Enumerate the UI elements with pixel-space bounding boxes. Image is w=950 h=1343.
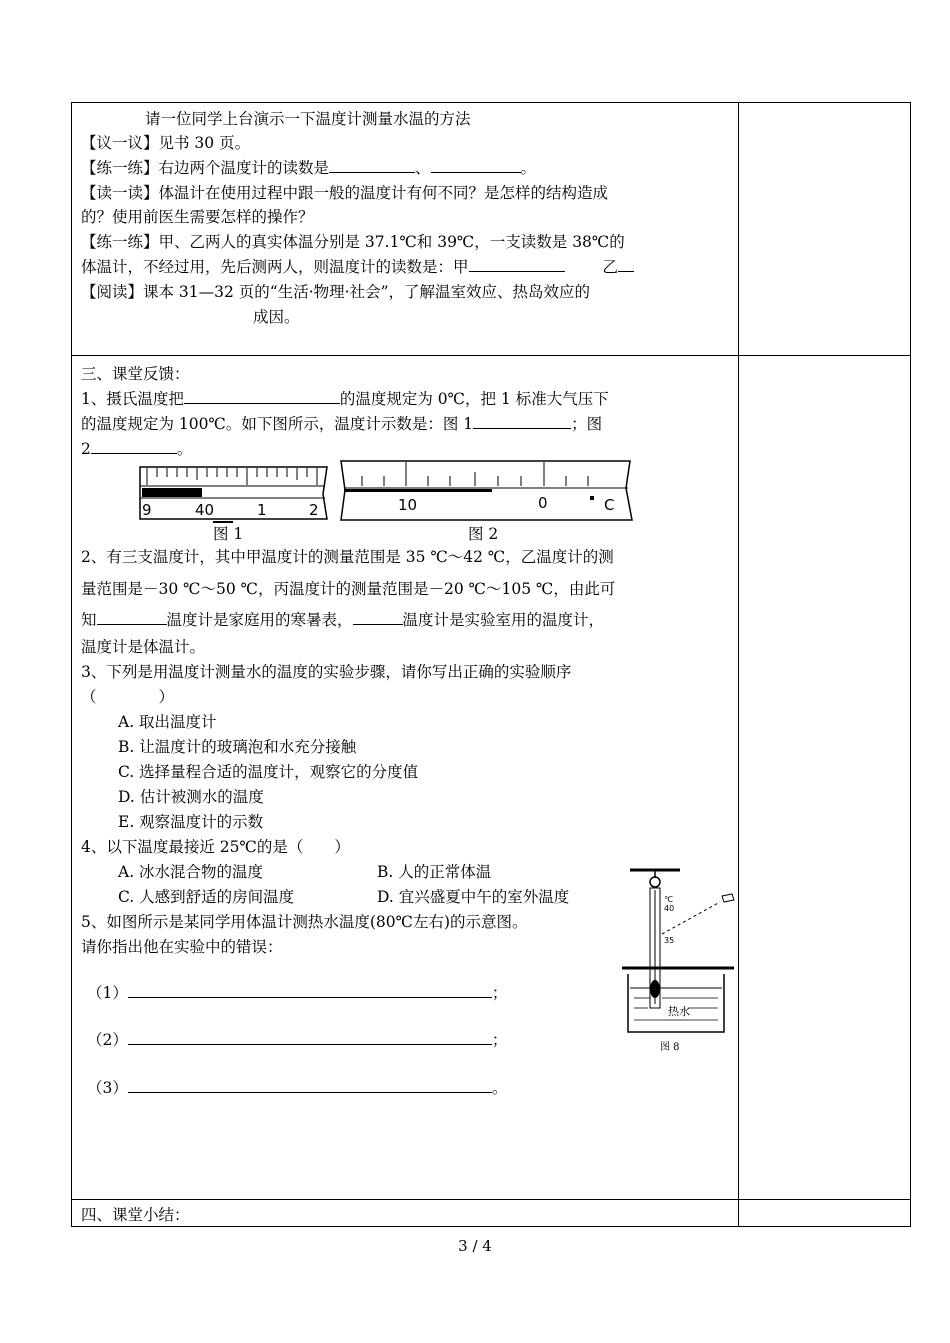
fig1-label: 9 bbox=[142, 501, 152, 519]
read-line-2: 的？使用前医生需要怎样的操作？ bbox=[81, 208, 314, 226]
practice2-line-2: 体温计，不经过用，先后测两人，则温度计的读数是：甲 乙 bbox=[81, 257, 634, 277]
fig8-label: 35 bbox=[664, 936, 675, 945]
blank bbox=[97, 610, 167, 625]
q4-option-c: C. 人感到舒适的房间温度 bbox=[118, 888, 295, 906]
fig8-label: ℃ bbox=[664, 895, 673, 904]
answer-line-2: （2） ； bbox=[87, 1031, 508, 1049]
q3-line-1: 3、下列是用温度计测量水的温度的实验步骤，请你写出正确的实验顺序 bbox=[81, 663, 572, 681]
fig8-caption: 图 8 bbox=[660, 1042, 680, 1053]
q4-line: 4、以下温度最接近 25℃的是（ ） bbox=[81, 838, 350, 856]
blank bbox=[618, 257, 634, 272]
q5-line-2: 请你指出他在实验中的错误： bbox=[81, 938, 283, 956]
q2-line-1: 2、有三支温度计，其中甲温度计的测量范围是 35 ℃～42 ℃，乙温度计的测 bbox=[81, 548, 614, 566]
demo-instruction: 请一位同学上台演示一下温度计测量水温的方法 bbox=[145, 110, 471, 128]
fig8-label: 热水 bbox=[668, 1005, 690, 1018]
fig8-label: 40 bbox=[664, 904, 675, 913]
fig1-label: 2 bbox=[309, 501, 319, 519]
blank bbox=[184, 389, 340, 404]
q2-line-3: 知 温度计是家庭用的寒暑表， 温度计是实验室用的温度计， bbox=[81, 611, 605, 629]
fig2-label: 10 bbox=[398, 496, 418, 514]
fig2-caption: 图 2 bbox=[468, 525, 499, 543]
q3-option: A. 取出温度计 bbox=[118, 713, 217, 731]
figure-8-diagram bbox=[620, 864, 738, 1056]
q3-option: D. 估计被测水的温度 bbox=[118, 788, 264, 806]
q1-line-3: 2 。 bbox=[81, 440, 193, 458]
read-line-1: 【读一读】体温计在使用过程中跟一般的温度计有何不同？是怎样的结构造成 bbox=[81, 184, 609, 202]
answer-line-1: （1） ； bbox=[87, 984, 508, 1002]
q4-option-b: B. 人的正常体温 bbox=[377, 863, 492, 881]
fig2-label: 0 bbox=[538, 494, 548, 512]
q3-option: C. 选择量程合适的温度计，观察它的分度值 bbox=[118, 763, 419, 781]
q3-line-2: （ ） bbox=[81, 688, 175, 706]
row-divider-2 bbox=[72, 1199, 910, 1200]
fig2-label: C bbox=[604, 496, 615, 514]
figure-1-thermometer bbox=[137, 464, 331, 522]
blank bbox=[353, 610, 403, 625]
reading-line-1: 【阅读】课本 31—32 页的“生活·物理·社会”，了解温室效应、热岛效应的 bbox=[81, 283, 591, 301]
reading-line-2: 成因。 bbox=[253, 308, 300, 326]
q4-option-a: A. 冰水混合物的温度 bbox=[118, 863, 264, 881]
discuss-line: 【议一议】见书 30 页。 bbox=[81, 134, 251, 152]
blank bbox=[128, 1030, 492, 1045]
blank bbox=[128, 1078, 492, 1093]
blank bbox=[128, 983, 492, 998]
blank bbox=[431, 158, 521, 173]
q3-option: E. 观察温度计的示数 bbox=[118, 813, 264, 831]
column-divider bbox=[738, 103, 739, 1226]
feedback-heading: 三、课堂反馈： bbox=[81, 365, 190, 383]
fig1-label: 40 bbox=[195, 501, 215, 519]
q3-option: B. 让温度计的玻璃泡和水充分接触 bbox=[118, 738, 357, 756]
q5-line-1: 5、如图所示是某同学用体温计测热水温度(80℃左右)的示意图。 bbox=[81, 913, 528, 931]
fig1-caption: 图 1 bbox=[213, 525, 244, 543]
blank bbox=[91, 439, 177, 454]
practice-line-1: 【练一练】右边两个温度计的读数是 、 。 bbox=[81, 159, 537, 177]
blank bbox=[473, 414, 571, 429]
q1-line-1: 1、摄氏温度把 的温度规定为 0℃，把 1 标准大气压下 bbox=[81, 390, 609, 408]
q1-line-2: 的温度规定为 100℃。如下图所示，温度计示数是：图 1 ；图 bbox=[81, 415, 603, 433]
q2-line-2: 量范围是－30 ℃～50 ℃，丙温度计的测量范围是－20 ℃～105 ℃，由此可 bbox=[81, 580, 616, 598]
practice2-line-1: 【练一练】甲、乙两人的真实体温分别是 37.1℃和 39℃，一支读数是 38℃的 bbox=[81, 233, 625, 251]
blank bbox=[469, 257, 565, 272]
q2-line-4: 温度计是体温计。 bbox=[81, 638, 206, 656]
q4-option-d: D. 宜兴盛夏中午的室外温度 bbox=[377, 888, 570, 906]
page-number: 3 / 4 bbox=[458, 1237, 492, 1255]
row-divider-1 bbox=[72, 355, 910, 356]
answer-line-3: （3） 。 bbox=[87, 1079, 508, 1097]
figure-2-thermometer bbox=[338, 458, 636, 524]
fig1-label: 1 bbox=[257, 501, 267, 519]
fig1-pointer bbox=[213, 521, 233, 523]
blank bbox=[329, 158, 415, 173]
summary-heading: 四、课堂小结： bbox=[81, 1206, 190, 1224]
